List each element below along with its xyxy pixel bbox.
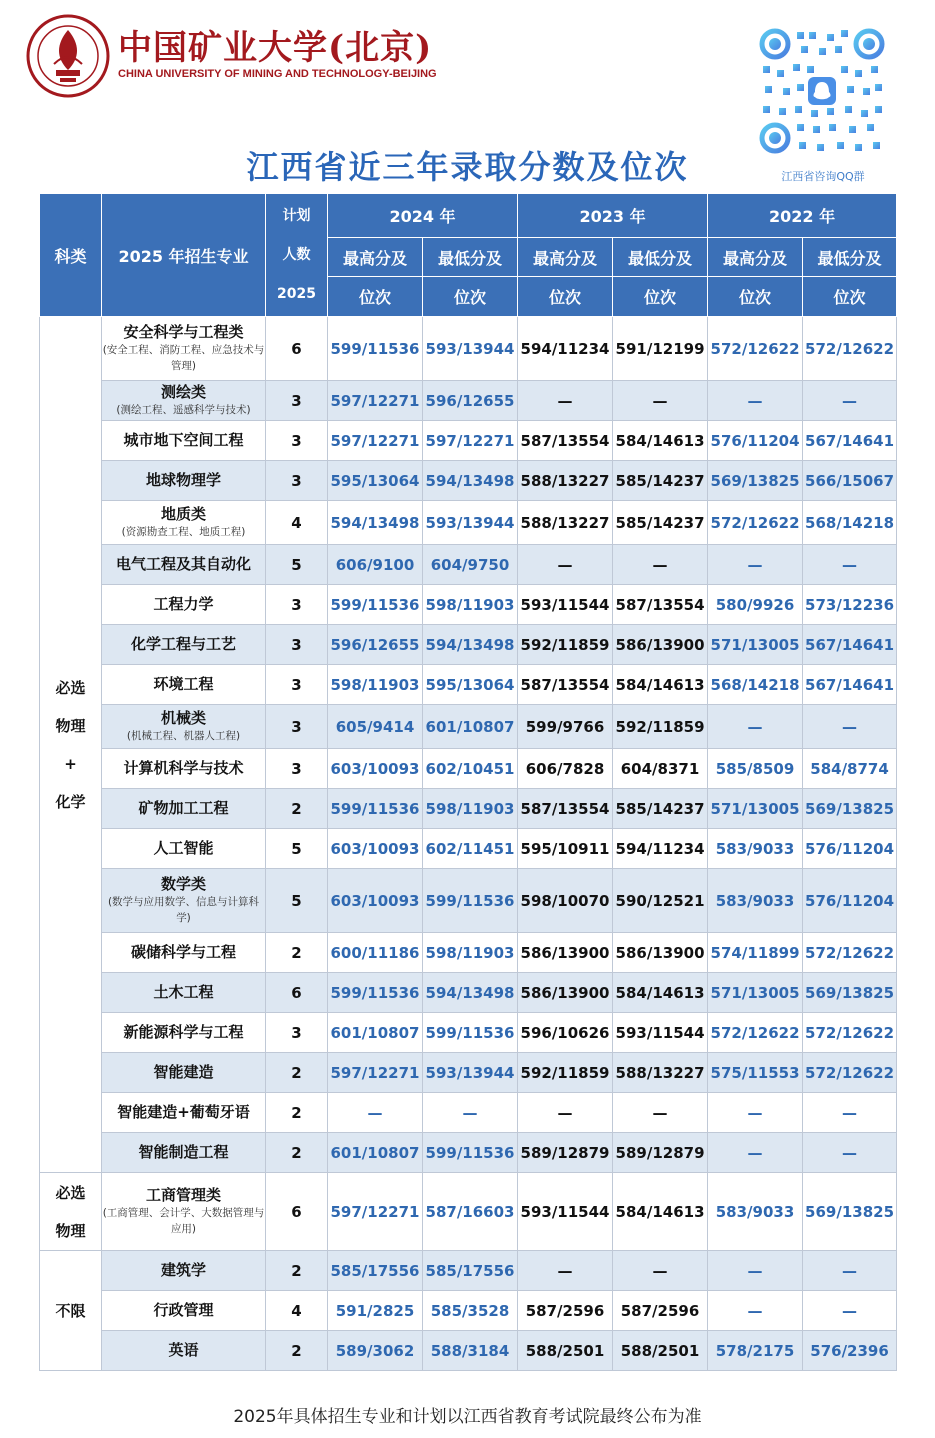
score-rank-cell: 584/8774 [803, 749, 897, 789]
plan-count-cell: 5 [266, 829, 328, 869]
score-rank-cell: 588/2501 [613, 1331, 708, 1371]
score-rank-cell: 567/14641 [803, 665, 897, 705]
score-rank-cell: 593/11544 [613, 1013, 708, 1053]
score-rank-cell: 597/12271 [328, 381, 423, 421]
score-rank-cell: 587/13554 [518, 789, 613, 829]
score-rank-cell: 567/14641 [803, 625, 897, 665]
header-max-2022-line2: 位次 [708, 277, 803, 317]
major-name: 地球物理学 [145, 471, 221, 489]
table-row [40, 461, 897, 501]
score-rank-cell: 599/11536 [423, 1133, 518, 1173]
score-rank-cell: — [708, 545, 803, 585]
score-rank-cell: 595/10911 [518, 829, 613, 869]
score-rank-cell: 599/11536 [328, 317, 423, 381]
major-cell [102, 1291, 266, 1331]
major-name: 测绘类 [160, 383, 206, 401]
score-rank-cell: 585/14237 [613, 461, 708, 501]
table-row [40, 421, 897, 461]
major-cell [102, 933, 266, 973]
major-cell [102, 1053, 266, 1093]
score-rank-cell: 575/11553 [708, 1053, 803, 1093]
score-rank-cell: — [518, 545, 613, 585]
plan-count-cell: 2 [266, 1133, 328, 1173]
score-rank-cell: 597/12271 [423, 421, 518, 461]
score-rank-cell: 583/9033 [708, 829, 803, 869]
plan-count-cell: 4 [266, 1291, 328, 1331]
score-rank-cell: 597/12271 [328, 1053, 423, 1093]
major-cell [102, 1093, 266, 1133]
score-rank-cell: 598/11903 [328, 665, 423, 705]
score-rank-cell: 593/11544 [518, 1173, 613, 1251]
major-name: 工商管理类 [145, 1186, 221, 1204]
major-cell [102, 705, 266, 749]
plan-count-cell: 3 [266, 665, 328, 705]
major-name: 环境工程 [153, 675, 214, 693]
admission-score-table [39, 193, 897, 1371]
major-cell [102, 1251, 266, 1291]
score-rank-cell: 576/11204 [708, 421, 803, 461]
category-line: 化学 [55, 792, 86, 811]
score-rank-cell: 593/13944 [423, 501, 518, 545]
table-row [40, 665, 897, 705]
qr-caption: 江西省咨询QQ群 [781, 170, 865, 183]
table-row [40, 973, 897, 1013]
table-row [40, 789, 897, 829]
score-rank-cell: 601/10807 [328, 1133, 423, 1173]
score-rank-cell: 605/9414 [328, 705, 423, 749]
score-rank-cell: 603/10093 [328, 829, 423, 869]
plan-count-cell: 2 [266, 1331, 328, 1371]
score-rank-cell: 567/14641 [803, 421, 897, 461]
score-rank-cell: 599/11536 [423, 869, 518, 933]
score-rank-cell: 588/13227 [518, 501, 613, 545]
major-name: 计算机科学与技术 [123, 759, 244, 777]
major-name: 数学类 [160, 875, 206, 893]
plan-count-cell: 5 [266, 545, 328, 585]
university-name-en: CHINA UNIVERSITY OF MINING AND TECHNOLOGY-BEIJING [118, 68, 437, 80]
header-max-2023-line1: 最高分及 [518, 238, 613, 277]
score-rank-cell: 580/9926 [708, 585, 803, 625]
score-rank-cell: 599/11536 [328, 973, 423, 1013]
category-line: 物理 [55, 716, 86, 735]
score-rank-cell: 568/14218 [708, 665, 803, 705]
score-rank-cell: 574/11899 [708, 933, 803, 973]
major-cell [102, 665, 266, 705]
score-rank-cell: 584/14613 [613, 1173, 708, 1251]
score-rank-cell: 606/9100 [328, 545, 423, 585]
category-line: 必选 [55, 1183, 86, 1202]
category-cell [40, 1173, 102, 1251]
header-min-2024-line2: 位次 [423, 277, 518, 317]
score-rank-cell: — [803, 1093, 897, 1133]
score-rank-cell: — [518, 1251, 613, 1291]
major-name: 行政管理 [153, 1301, 214, 1319]
score-rank-cell: 586/13900 [518, 973, 613, 1013]
university-name-cn: 中国矿业大学(北京) [118, 28, 433, 68]
table-row [40, 501, 897, 545]
score-rank-cell: 588/13227 [613, 1053, 708, 1093]
plan-count-cell: 2 [266, 789, 328, 829]
score-rank-cell: 587/2596 [613, 1291, 708, 1331]
score-rank-cell: — [803, 1251, 897, 1291]
score-rank-cell: 606/7828 [518, 749, 613, 789]
table-row [40, 869, 897, 933]
header-min-2023-line1: 最低分及 [613, 238, 708, 277]
score-rank-cell: — [708, 705, 803, 749]
plan-count-cell: 3 [266, 705, 328, 749]
score-rank-cell: — [708, 1291, 803, 1331]
header-category: 科类 [40, 194, 102, 317]
major-name: 地质类 [160, 505, 206, 523]
score-rank-cell: 599/9766 [518, 705, 613, 749]
table-row [40, 749, 897, 789]
score-rank-cell: — [518, 381, 613, 421]
score-rank-cell: 572/12622 [803, 1013, 897, 1053]
score-rank-cell: 602/11451 [423, 829, 518, 869]
score-rank-cell: 599/11536 [423, 1013, 518, 1053]
score-rank-cell: 569/13825 [803, 973, 897, 1013]
score-rank-cell: 585/17556 [328, 1251, 423, 1291]
table-row [40, 545, 897, 585]
major-name: 人工智能 [153, 839, 214, 857]
score-rank-cell: 594/13498 [423, 461, 518, 501]
score-rank-cell: 588/3184 [423, 1331, 518, 1371]
score-rank-cell: 578/2175 [708, 1331, 803, 1371]
score-rank-cell: 588/13227 [518, 461, 613, 501]
score-rank-cell: 572/12622 [803, 317, 897, 381]
major-cell [102, 1013, 266, 1053]
header-plan-line3: 2025 [277, 285, 316, 302]
header-year-2023: 2023 年 [518, 194, 708, 238]
score-rank-cell: 595/13064 [423, 665, 518, 705]
score-rank-cell: 603/10093 [328, 749, 423, 789]
score-rank-cell: 585/17556 [423, 1251, 518, 1291]
table-row [40, 829, 897, 869]
table-row [40, 1251, 897, 1291]
score-rank-cell: — [803, 1133, 897, 1173]
table-row [40, 1291, 897, 1331]
plan-count-cell: 6 [266, 317, 328, 381]
major-cell [102, 1331, 266, 1371]
category-cell [40, 317, 102, 1173]
table-row [40, 1331, 897, 1371]
score-rank-cell: 583/9033 [708, 869, 803, 933]
score-rank-cell: 587/16603 [423, 1173, 518, 1251]
header-max-2024-line2: 位次 [328, 277, 423, 317]
score-rank-cell: 572/12622 [708, 1013, 803, 1053]
table-row [40, 317, 897, 381]
score-rank-cell: 594/11234 [518, 317, 613, 381]
score-rank-cell: 589/12879 [613, 1133, 708, 1173]
major-cell [102, 829, 266, 869]
score-rank-cell: 601/10807 [423, 705, 518, 749]
score-rank-cell: 598/11903 [423, 585, 518, 625]
score-rank-cell: 594/13498 [328, 501, 423, 545]
score-rank-cell: 572/12622 [708, 501, 803, 545]
score-rank-cell: 587/13554 [613, 585, 708, 625]
score-rank-cell: — [708, 1133, 803, 1173]
score-rank-cell: 594/13498 [423, 973, 518, 1013]
table-header [40, 194, 897, 317]
score-rank-cell: 604/9750 [423, 545, 518, 585]
major-name: 电气工程及其自动化 [115, 555, 251, 573]
major-name: 化学工程与工艺 [130, 635, 236, 653]
score-rank-cell: 589/12879 [518, 1133, 613, 1173]
score-rank-cell: 595/13064 [328, 461, 423, 501]
plan-count-cell: 3 [266, 749, 328, 789]
major-sub-list: (测绘工程、遥感科学与技术) [116, 404, 251, 416]
major-name: 碳储科学与工程 [130, 943, 236, 961]
score-rank-cell: 591/2825 [328, 1291, 423, 1331]
score-rank-cell: 586/13900 [613, 933, 708, 973]
score-rank-cell: 604/8371 [613, 749, 708, 789]
score-rank-cell: — [613, 1251, 708, 1291]
score-rank-cell: 566/15067 [803, 461, 897, 501]
score-rank-cell: 602/10451 [423, 749, 518, 789]
page-header [0, 0, 935, 190]
score-rank-cell: 583/9033 [708, 1173, 803, 1251]
plan-count-cell: 2 [266, 1053, 328, 1093]
score-rank-cell: 576/11204 [803, 869, 897, 933]
major-name: 矿物加工工程 [138, 799, 229, 817]
major-cell [102, 869, 266, 933]
score-rank-cell: 585/14237 [613, 789, 708, 829]
header-plan-line1: 计划 [282, 207, 311, 224]
plan-count-cell: 4 [266, 501, 328, 545]
score-rank-cell: — [423, 1093, 518, 1133]
major-name: 工程力学 [153, 595, 214, 613]
score-rank-cell: 585/14237 [613, 501, 708, 545]
score-rank-cell: — [708, 1251, 803, 1291]
plan-count-cell: 3 [266, 1013, 328, 1053]
score-rank-cell: — [708, 1093, 803, 1133]
page-title: 江西省近三年录取分数及位次 [246, 148, 689, 186]
university-seal-icon [26, 14, 110, 98]
header-min-2022-line1: 最低分及 [803, 238, 897, 277]
major-name: 智能建造 [153, 1063, 214, 1081]
table-row [40, 625, 897, 665]
header-major: 2025 年招生专业 [102, 194, 266, 317]
score-rank-cell: 599/11536 [328, 789, 423, 829]
score-rank-cell: 593/13944 [423, 317, 518, 381]
score-rank-cell: 600/11186 [328, 933, 423, 973]
major-sub-list: (机械工程、机器人工程) [126, 730, 241, 742]
plan-count-cell: 3 [266, 421, 328, 461]
score-rank-cell: — [803, 381, 897, 421]
category-line: 必选 [55, 678, 86, 697]
score-rank-cell: 589/3062 [328, 1331, 423, 1371]
major-name: 安全科学与工程类 [123, 323, 244, 341]
table-row [40, 381, 897, 421]
major-sub-list: (资源勘查工程、地质工程) [121, 526, 246, 538]
score-rank-cell: 592/11859 [613, 705, 708, 749]
score-rank-cell: 594/11234 [613, 829, 708, 869]
score-rank-cell: 587/13554 [518, 665, 613, 705]
major-cell [102, 317, 266, 381]
table-row [40, 705, 897, 749]
score-rank-cell: — [613, 545, 708, 585]
score-rank-cell: 572/12622 [708, 317, 803, 381]
major-cell [102, 381, 266, 421]
score-rank-cell: 598/10070 [518, 869, 613, 933]
score-rank-cell: 598/11903 [423, 933, 518, 973]
major-name: 城市地下空间工程 [123, 431, 244, 449]
score-rank-cell: — [803, 705, 897, 749]
score-rank-cell: 587/13554 [518, 421, 613, 461]
score-rank-cell: 569/13825 [803, 789, 897, 829]
major-cell [102, 501, 266, 545]
category-line: 不限 [55, 1301, 86, 1320]
score-rank-cell: 596/10626 [518, 1013, 613, 1053]
major-cell [102, 749, 266, 789]
score-rank-cell: 597/12271 [328, 1173, 423, 1251]
plan-count-cell: 6 [266, 973, 328, 1013]
score-rank-cell: 571/13005 [708, 625, 803, 665]
plan-count-cell: 2 [266, 1093, 328, 1133]
score-rank-cell: 588/2501 [518, 1331, 613, 1371]
score-rank-cell: — [613, 381, 708, 421]
major-cell [102, 1173, 266, 1251]
major-name: 新能源科学与工程 [123, 1023, 244, 1041]
plan-count-cell: 5 [266, 869, 328, 933]
major-name: 建筑学 [160, 1261, 206, 1279]
header-max-2023-line2: 位次 [518, 277, 613, 317]
score-rank-cell: 576/11204 [803, 829, 897, 869]
score-rank-cell: 592/11859 [518, 1053, 613, 1093]
table-row [40, 1093, 897, 1133]
score-rank-cell: 571/13005 [708, 789, 803, 829]
major-name: 智能制造工程 [138, 1143, 229, 1161]
major-cell [102, 461, 266, 501]
plan-count-cell: 2 [266, 1251, 328, 1291]
major-cell [102, 973, 266, 1013]
score-rank-cell: — [613, 1093, 708, 1133]
major-cell [102, 545, 266, 585]
score-rank-cell: 601/10807 [328, 1013, 423, 1053]
score-rank-cell: 598/11903 [423, 789, 518, 829]
score-rank-cell: 593/13944 [423, 1053, 518, 1093]
major-cell [102, 625, 266, 665]
table-row [40, 1053, 897, 1093]
score-rank-cell: 603/10093 [328, 869, 423, 933]
plan-count-cell: 3 [266, 585, 328, 625]
score-rank-cell: 586/13900 [613, 625, 708, 665]
header-plan [266, 194, 328, 317]
category-line: + [64, 754, 77, 773]
score-rank-cell: 571/13005 [708, 973, 803, 1013]
score-rank-cell: 592/11859 [518, 625, 613, 665]
score-rank-cell: 587/2596 [518, 1291, 613, 1331]
score-rank-cell: 569/13825 [803, 1173, 897, 1251]
score-rank-cell: 568/14218 [803, 501, 897, 545]
header-plan-line2: 人数 [282, 246, 311, 263]
score-rank-cell: 584/14613 [613, 665, 708, 705]
score-rank-cell: 597/12271 [328, 421, 423, 461]
table-row [40, 1013, 897, 1053]
score-rank-cell: 572/12622 [803, 1053, 897, 1093]
score-rank-cell: — [803, 545, 897, 585]
header-min-2022-line2: 位次 [803, 277, 897, 317]
header-max-2024-line1: 最高分及 [328, 238, 423, 277]
score-rank-cell: 596/12655 [423, 381, 518, 421]
header-year-2022: 2022 年 [708, 194, 897, 238]
major-sub-list: (工商管理、会计学、大数据管理与应用) [102, 1207, 265, 1235]
score-rank-cell: 569/13825 [708, 461, 803, 501]
score-rank-cell: 596/12655 [328, 625, 423, 665]
header-year-2024: 2024 年 [328, 194, 518, 238]
score-rank-cell: 572/12622 [803, 933, 897, 973]
score-rank-cell: 593/11544 [518, 585, 613, 625]
score-rank-cell: 584/14613 [613, 421, 708, 461]
score-rank-cell: 586/13900 [518, 933, 613, 973]
plan-count-cell: 6 [266, 1173, 328, 1251]
score-rank-cell: 591/12199 [613, 317, 708, 381]
table-row [40, 1133, 897, 1173]
score-rank-cell: 585/8509 [708, 749, 803, 789]
score-rank-cell: — [328, 1093, 423, 1133]
plan-count-cell: 3 [266, 381, 328, 421]
category-line: 物理 [55, 1221, 86, 1240]
footer-note: 2025年具体招生专业和计划以江西省教育考试院最终公布为准 [233, 1407, 702, 1427]
major-sub-list: (安全工程、消防工程、应急技术与管理) [102, 344, 265, 372]
score-rank-cell: — [518, 1093, 613, 1133]
plan-count-cell: 2 [266, 933, 328, 973]
category-cell [40, 1251, 102, 1371]
score-rank-cell: 584/14613 [613, 973, 708, 1013]
score-rank-cell: 594/13498 [423, 625, 518, 665]
major-cell [102, 585, 266, 625]
score-rank-cell: — [708, 381, 803, 421]
header-max-2022-line1: 最高分及 [708, 238, 803, 277]
score-rank-cell: 576/2396 [803, 1331, 897, 1371]
plan-count-cell: 3 [266, 625, 328, 665]
table-row [40, 933, 897, 973]
header-min-2024-line1: 最低分及 [423, 238, 518, 277]
score-rank-cell: 585/3528 [423, 1291, 518, 1331]
table-row [40, 585, 897, 625]
major-name: 智能建造+葡萄牙语 [117, 1103, 250, 1121]
header-min-2023-line2: 位次 [613, 277, 708, 317]
major-name: 机械类 [160, 709, 206, 727]
table-row [40, 1173, 897, 1251]
major-name: 英语 [168, 1341, 199, 1359]
major-cell [102, 1133, 266, 1173]
score-rank-cell: 590/12521 [613, 869, 708, 933]
major-name: 土木工程 [153, 983, 214, 1001]
major-cell [102, 789, 266, 829]
major-cell [102, 421, 266, 461]
major-sub-list: (数学与应用数学、信息与计算科学) [107, 896, 260, 924]
plan-count-cell: 3 [266, 461, 328, 501]
score-rank-cell: — [803, 1291, 897, 1331]
score-rank-cell: 573/12236 [803, 585, 897, 625]
qr-code-icon [757, 26, 887, 156]
table-body [40, 317, 897, 1371]
score-rank-cell: 599/11536 [328, 585, 423, 625]
